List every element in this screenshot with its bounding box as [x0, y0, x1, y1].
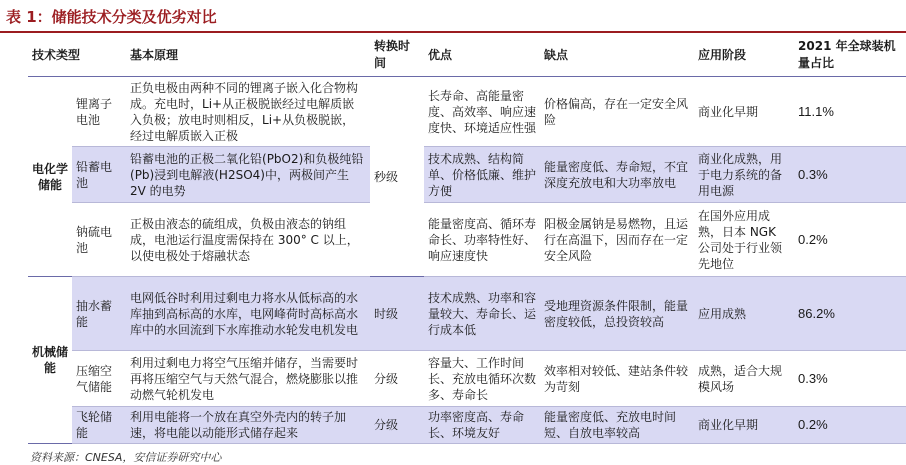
advantages-cell: 长寿命、高能量密度、高效率、响应速度快、环境适应性强 — [424, 77, 540, 147]
stage-cell: 商业化成熟，用于电力系统的备用电源 — [694, 147, 794, 203]
tech-name: 抽水蓄能 — [72, 277, 126, 351]
disadvantages-cell: 能量密度低、充放电时间短、自放电率较高 — [540, 407, 694, 444]
tech-name: 钠硫电池 — [72, 203, 126, 277]
share-cell: 0.2% — [794, 407, 906, 444]
stage-cell: 商业化早期 — [694, 407, 794, 444]
advantages-cell: 能量密度高、循环寿命长、功率特性好、响应速度快 — [424, 203, 540, 277]
tech-name: 飞轮储能 — [72, 407, 126, 444]
tech-name: 锂离子电池 — [72, 77, 126, 147]
header-principle: 基本原理 — [126, 34, 370, 77]
share-cell: 0.3% — [794, 147, 906, 203]
table-row — [28, 147, 906, 203]
switch-time-electro: 秒级 — [370, 77, 424, 277]
stage-cell: 应用成熟 — [694, 277, 794, 351]
header-stage: 应用阶段 — [694, 34, 794, 77]
header-row — [28, 34, 906, 77]
table-row — [28, 77, 906, 147]
header-switch-time: 转换时间 — [370, 34, 424, 77]
share-cell: 0.2% — [794, 203, 906, 277]
principle-cell: 利用电能将一个放在真空外壳内的转子加速，将电能以动能形式储存起来 — [126, 407, 370, 444]
header-disadvantages: 缺点 — [540, 34, 694, 77]
principle-cell: 正极由液态的硫组成，负极由液态的钠组成，电池运行温度需保持在 300° C 以上，以使电极处于熔融状态 — [126, 203, 370, 277]
share-cell: 0.3% — [794, 351, 906, 407]
header-share: 2021 年全球装机量占比 — [794, 34, 906, 77]
title-underline — [0, 31, 906, 33]
table-row — [28, 351, 906, 407]
tech-name: 铅蓄电池 — [72, 147, 126, 203]
switch-time-cell: 时级 — [370, 277, 424, 351]
stage-cell: 成熟，适合大规模风场 — [694, 351, 794, 407]
table-row — [28, 277, 906, 351]
source-note: 资料来源：CNESA，安信证券研究中心 — [30, 451, 222, 464]
share-cell: 86.2% — [794, 277, 906, 351]
advantages-cell: 技术成熟、结构简单、价格低廉、维护方便 — [424, 147, 540, 203]
storage-comparison-table — [28, 34, 906, 444]
disadvantages-cell: 价格偏高，存在一定安全风险 — [540, 77, 694, 147]
disadvantages-cell: 效率相对较低、建站条件较为苛刻 — [540, 351, 694, 407]
advantages-cell: 技术成熟、功率和容量较大、寿命长、运行成本低 — [424, 277, 540, 351]
header-tech-type: 技术类型 — [28, 34, 126, 77]
header-advantages: 优点 — [424, 34, 540, 77]
tech-name: 压缩空气储能 — [72, 351, 126, 407]
share-cell: 11.1% — [794, 77, 906, 147]
advantages-cell: 功率密度高、寿命长、环境友好 — [424, 407, 540, 444]
table-title: 表 1：储能技术分类及优劣对比 — [6, 8, 217, 26]
disadvantages-cell: 阳极金属钠是易燃物，且运行在高温下，因而存在一定安全风险 — [540, 203, 694, 277]
stage-cell: 在国外应用成熟，日本 NGK 公司处于行业领先地位 — [694, 203, 794, 277]
switch-time-cell: 分级 — [370, 351, 424, 407]
stage-cell: 商业化早期 — [694, 77, 794, 147]
category-electrochemical: 电化学储能 — [28, 77, 72, 277]
disadvantages-cell: 受地理资源条件限制，能量密度较低，总投资较高 — [540, 277, 694, 351]
table-row — [28, 407, 906, 444]
table-row — [28, 203, 906, 277]
principle-cell: 正负电极由两种不同的锂离子嵌入化合物构成。充电时，Li+从正极脱嵌经过电解质嵌入负极；放电时则相反，Li+从负极脱嵌，经过电解质嵌入正极 — [126, 77, 370, 147]
principle-cell: 利用过剩电力将空气压缩并储存，当需要时再将压缩空气与天然气混合，燃烧膨胀以推动燃气轮机发电 — [126, 351, 370, 407]
switch-time-cell: 分级 — [370, 407, 424, 444]
category-mechanical: 机械储能 — [28, 277, 72, 444]
principle-cell: 电网低谷时利用过剩电力将水从低标高的水库抽到高标高的水库，电网峰荷时高标高水库中的水回流到下水库推动水轮发电机发电 — [126, 277, 370, 351]
advantages-cell: 容量大、工作时间长、充放电循环次数多、寿命长 — [424, 351, 540, 407]
principle-cell: 铅蓄电池的正极二氧化铅(PbO2)和负极纯铅(Pb)浸到电解液(H2SO4)中，两极间产生 2V 的电势 — [126, 147, 370, 203]
disadvantages-cell: 能量密度低、寿命短，不宜深度充放电和大功率放电 — [540, 147, 694, 203]
